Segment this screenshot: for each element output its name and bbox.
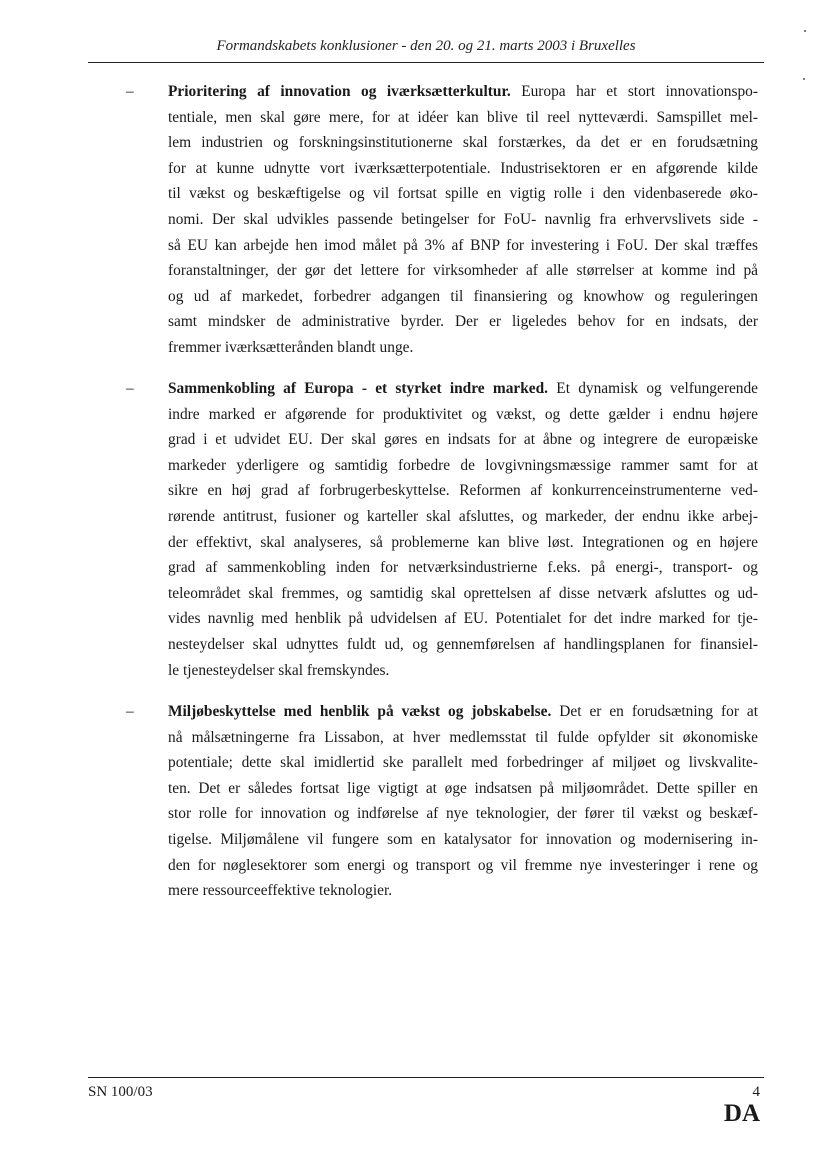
footer-rule	[88, 1077, 764, 1078]
section-environment	[88, 699, 764, 904]
scan-speck	[803, 78, 805, 80]
header-rule	[88, 62, 764, 63]
paragraph-line: nesteydelser skal udnyttes fuldt ud, og gennemførelsen af handlingsplanen for finansiel-	[168, 635, 758, 653]
paragraph-line: sikre en høj grad af forbrugerbeskyttelse. Reformen af konkurrenceinstrumenterne ved-	[168, 482, 758, 500]
paragraph-line: og ud af markedet, forbedrer adgangen til finansiering og knowhow og reguleringen	[168, 287, 758, 305]
paragraph-line: rørende antitrust, fusioner og karteller skal afsluttes, og markeder, der endnu ikke arbej-	[168, 507, 758, 525]
paragraph-line: Sammenkobling af Europa - et styrket indre marked. Et dynamisk og velfungerende	[168, 380, 758, 397]
paragraph-line: ten. Det er således fortsat lige vigtigt at øge indsatsen på miljøområdet. Dette spiller en	[168, 779, 758, 797]
scan-speck	[804, 30, 806, 32]
paragraph-line: vides navnlig med henblik på udvidelsen af EU. Potentialet for det indre marked for tje-	[168, 610, 758, 628]
paragraph-line: den for nøglesektorer som energi og transport og vil fremme nye investeringer i rene og	[168, 856, 758, 874]
paragraph-line: teleområdet skal fremmes, og samtidig skal oprettelsen af disse netværk afsluttes og ud-	[168, 584, 758, 602]
paragraph-line: markeder yderligere og samtidig forbedre de lovgivningsmæssige rammer samt for at	[168, 456, 758, 474]
paragraph-line: nå målsætningerne fra Lissabon, at hver medlemsstat til fulde opfylder sit økonomiske	[168, 728, 758, 746]
paragraph-line: fremmer iværksætterånden blandt unge.	[168, 338, 414, 356]
section-heading: Prioritering af innovation og iværksætterkultur.	[168, 83, 511, 100]
paragraph-line: le tjenesteydelser skal fremskyndes.	[168, 661, 390, 679]
paragraph-line: tentiale, men skal gøre mere, for at idéer kan blive til reel nytteværdi. Samspillet mel-	[168, 108, 758, 126]
paragraph-line: tigelse. Miljømålene vil fungere som en katalysator for innovation og modernisering in-	[168, 830, 758, 848]
bullet-dash: –	[126, 380, 134, 397]
paragraph-line: grad af sammenkobling inden for netværksindustrierne f.eks. på energi-, transport- og	[168, 559, 758, 577]
paragraph-line: grad i et udvidet EU. Der skal gøres en indsats for at åbne og integrere de europæiske	[168, 431, 758, 449]
paragraph-line: Prioritering af innovation og iværksætterkultur. Europa har et stort innovationspo-	[168, 83, 758, 100]
bullet-dash: –	[126, 703, 134, 720]
document-number: SN 100/03	[88, 1084, 153, 1100]
paragraph-line: foranstaltninger, der gør det lettere for virksomheder af alle størrelser at komme ind på	[168, 262, 758, 280]
paragraph-line: for at kunne udnytte vort iværksætterpotentiale. Industrisektoren er en afgørende kilde	[168, 159, 758, 177]
section-internal-market	[88, 376, 764, 683]
paragraph-line: Miljøbeskyttelse med henblik på vækst og jobskabelse. Det er en forudsætning for at	[168, 703, 758, 720]
paragraph-line: der effektivt, skal analyseres, så problemerne kan blive løst. Integrationen og en højere	[168, 533, 758, 551]
paragraph-line: til vækst og beskæftigelse og vil fortsat spille en vigtig rolle i den videnbaserede øko-	[168, 185, 758, 203]
page-number: 4	[752, 1084, 760, 1100]
paragraph-line: mere ressourceeffektive teknologier.	[168, 882, 393, 900]
section-body	[168, 79, 758, 361]
paragraph-line: samt mindsker de administrative byrder. Der er ligeledes behov for en indsats, der	[168, 313, 758, 331]
section-body	[168, 376, 758, 683]
paragraph-line: lem industrien og forskningsinstitutionerne skal forstærkes, da det er en forudsætning	[168, 134, 758, 152]
paragraph-line: potentiale; dette skal imidlertid ske parallelt med forbedringer af miljøet og livskvalite-	[168, 754, 758, 772]
paragraph-line: stor rolle for innovation og indførelse af nye teknologier, der fører til vækst og beskæf-	[168, 805, 758, 823]
paragraph-line: nomi. Der skal udvikles passende betingelser for FoU- navnlig fra erhvervslivets side -	[168, 210, 758, 228]
section-body	[168, 699, 758, 904]
section-heading: Sammenkobling af Europa - et styrket indre marked.	[168, 380, 549, 397]
paragraph-line: så EU kan arbejde hen imod målet på 3% af BNP for investering i FoU. Der skal træffes	[168, 236, 758, 254]
running-header: Formandskabets konklusioner - den 20. og 21. marts 2003 i Bruxelles	[216, 38, 636, 54]
bullet-dash: –	[126, 83, 134, 100]
language-code: DA	[723, 1100, 760, 1127]
paragraph-line: indre marked er afgørende for produktivitet og vækst, og dette gælder i endnu højere	[168, 405, 758, 423]
section-innovation	[88, 79, 764, 361]
section-heading: Miljøbeskyttelse med henblik på vækst og jobskabelse.	[168, 703, 552, 720]
